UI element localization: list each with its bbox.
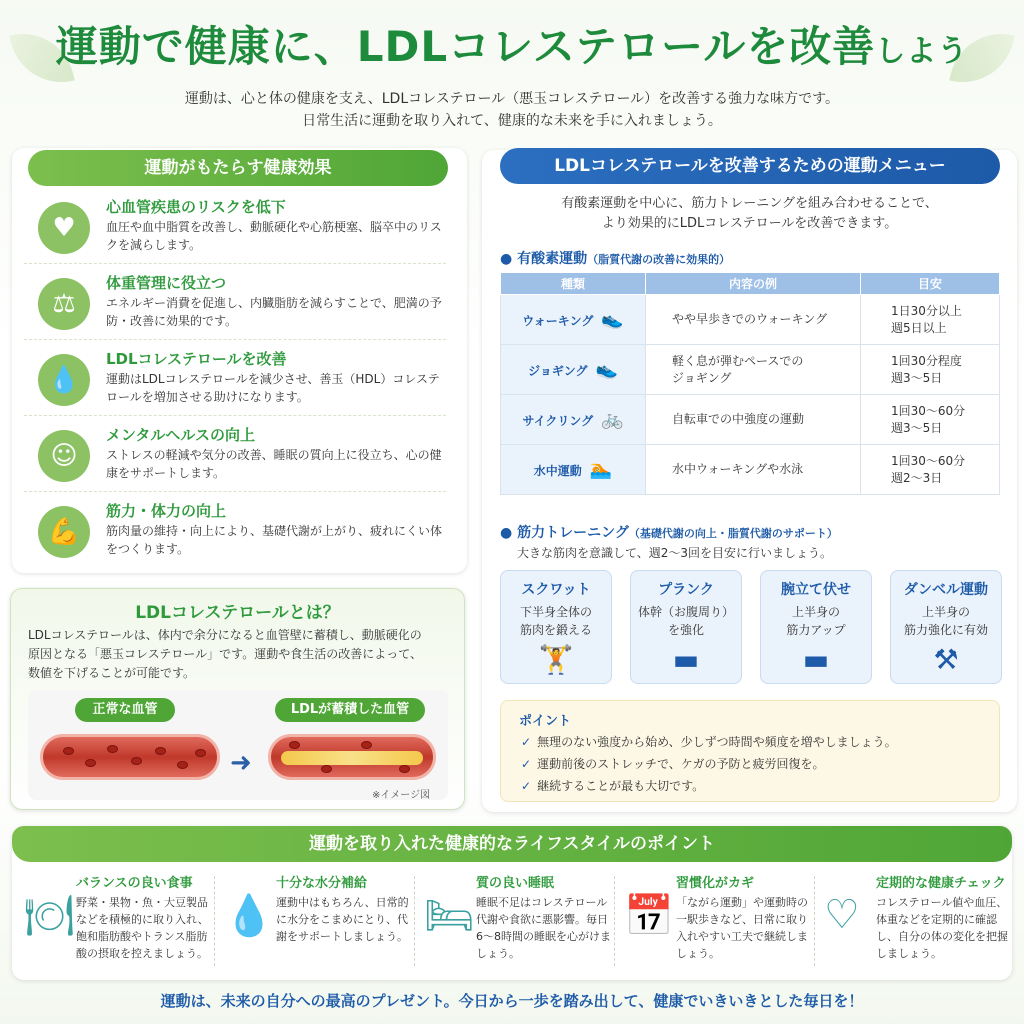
water-drop-icon: 💧 — [224, 893, 274, 939]
bicycle-icon: 🚲 — [601, 409, 624, 430]
strength-item-desc — [891, 603, 1001, 639]
heart-icon: ♥ — [38, 202, 90, 254]
menu-intro-1: 有酸素運動を中心に、筋力トレーニングを組み合わせることで、 — [561, 196, 938, 211]
desc-line: 上半身の — [791, 605, 840, 619]
ldl-desc-1: LDLコレステロールは、体内で余分になると血管壁に蓄積し、動脈硬化の — [28, 628, 422, 642]
ldl-desc-2: 原因となる「悪玉コレステロール」です。運動や食生活の改善によって、 — [28, 647, 422, 661]
exercise-type-label: ウォーキング — [522, 314, 594, 328]
divider — [214, 876, 215, 966]
strength-item — [890, 570, 1002, 684]
footer-message: 運動は、未来の自分への最高のプレゼント。今日から一歩を踏み出して、健康でいきいきとした毎日を！ — [160, 992, 864, 1010]
heart-outline-icon: ♡ — [824, 892, 860, 938]
desc-line: 筋力強化に有効 — [903, 623, 988, 637]
check-icon: ✓ — [521, 779, 532, 793]
strength-item-title: 腕立て伏せ — [781, 582, 851, 598]
exercise-type — [501, 445, 646, 495]
muscle-icon: 💪 — [38, 506, 90, 558]
exercise-type — [501, 345, 646, 395]
benefit-desc: ストレスの軽減や気分の改善、睡眠の質向上に役立ち、心の健康をサポートします。 — [106, 448, 442, 480]
benefit-desc: 運動はLDLコレステロールを減少させ、善玉（HDL）コレステロールを増加させる助けになります。 — [106, 372, 440, 404]
squat-icon: 🏋 — [538, 643, 574, 676]
title-suffix: しよう — [875, 34, 969, 69]
calendar-icon: 📅 — [624, 893, 674, 939]
plate-icon: 🍽 — [24, 893, 75, 939]
lifestyle-item — [18, 870, 214, 970]
walking-shoe-icon: 👟 — [601, 309, 624, 330]
benefit-item — [24, 342, 446, 416]
table-row — [501, 395, 1000, 445]
subtitle-line-1: 運動は、心と体の健康を支え、LDLコレステロール（悪玉コレステロール）を改善する強力な味方です。 — [184, 91, 840, 107]
check-icon: ✓ — [521, 757, 532, 771]
droplet-icon: 💧 — [38, 354, 90, 406]
benefit-title: 心血管疾患のリスクを低下 — [106, 198, 286, 216]
bullet-dot-icon: ● — [500, 251, 518, 267]
target-line: 週2〜3日 — [891, 470, 943, 485]
desc-line: 筋肉を鍛える — [519, 623, 592, 637]
benefit-item — [24, 266, 446, 340]
strength-item — [630, 570, 742, 684]
target-line: 1回30〜60分 — [891, 403, 966, 418]
exercise-type — [501, 295, 646, 345]
exercise-type — [501, 395, 646, 445]
strength-item-title: スクワット — [521, 582, 591, 598]
lifestyle-item — [818, 870, 1014, 970]
strength-item-title: ダンベル運動 — [903, 582, 989, 598]
target-line: 1回30〜60分 — [891, 453, 966, 468]
benefit-title: 体重管理に役立つ — [106, 274, 227, 292]
lifestyle-item — [418, 870, 614, 970]
benefit-item — [24, 418, 446, 492]
normal-vessel-label: 正常な血管 — [75, 698, 175, 722]
lifestyle-item-title: 定期的な健康チェック — [876, 876, 1006, 891]
ldl-desc-3: 数値を下げることが可能です。 — [28, 666, 196, 680]
table-row — [501, 295, 1000, 345]
target-line: 週5日以上 — [891, 320, 947, 335]
title-main: 運動で健康に、LDLコレステロールを改善 — [55, 22, 876, 71]
pushup-icon: ▬ — [802, 643, 830, 676]
divider — [614, 876, 615, 966]
example-line: やや早歩きでのウォーキング — [672, 312, 828, 326]
strength-item-title: プランク — [658, 582, 714, 598]
strength-item-desc — [761, 603, 871, 639]
aerobic-table — [500, 272, 1000, 495]
desc-line: 下半身全体の — [519, 605, 592, 619]
exercise-example — [646, 295, 861, 345]
desc-line: を強化 — [667, 623, 704, 637]
point-item — [521, 777, 704, 794]
plaque-deposit — [281, 751, 423, 765]
point-text: 運動前後のストレッチで、ケガの予防と疲労回復を。 — [537, 757, 825, 771]
strength-item-desc — [501, 603, 611, 639]
benefit-title: メンタルヘルスの向上 — [106, 426, 255, 444]
example-line: ジョギング — [672, 370, 732, 385]
exercise-target — [861, 295, 1000, 345]
subtitle-line-2: 日常生活に運動を取り入れて、健康的な未来を手に入れましょう。 — [302, 113, 722, 129]
aerobic-title: 有酸素運動 — [517, 251, 588, 267]
plaque-vessel — [268, 734, 436, 780]
strength-title: 筋力トレーニング — [517, 525, 629, 541]
strength-item — [500, 570, 612, 684]
benefit-item — [24, 494, 446, 568]
exercise-type-label: ジョギング — [528, 364, 588, 378]
strength-item — [760, 570, 872, 684]
lifestyle-heading: 運動を取り入れた健康的なライフスタイルのポイント — [12, 826, 1012, 862]
exercise-type-label: サイクリング — [522, 414, 594, 428]
aerobic-subtitle: （脂質代謝の改善に効果的） — [587, 253, 731, 266]
benefit-desc: エネルギー消費を促進し、内臓脂肪を減らすことで、肥満の予防・改善に効果的です。 — [106, 296, 442, 328]
col-type: 種類 — [501, 273, 646, 295]
image-note: ※イメージ図 — [372, 790, 431, 801]
benefit-desc: 筋肉量の維持・向上により、基礎代謝が上がり、疲れにくい体をつくります。 — [106, 524, 443, 556]
desc-line: 体幹（お腹周り） — [637, 605, 734, 619]
benefit-desc: 血圧や血中脂質を改善し、動脈硬化や心筋梗塞、脳卒中のリスクを減らします。 — [106, 220, 442, 252]
menu-heading: LDLコレステロールを改善するための運動メニュー — [500, 148, 1000, 184]
divider — [814, 876, 815, 966]
lifestyle-item-title: 習慣化がカギ — [676, 876, 755, 891]
desc-line: 上半身の — [921, 605, 970, 619]
bullet-dot-icon: ● — [500, 525, 518, 541]
table-row — [501, 445, 1000, 495]
benefit-item — [24, 190, 446, 264]
point-text: 無理のない強度から始め、少しずつ時間や頻度を増やしましょう。 — [537, 735, 897, 749]
col-target: 目安 — [861, 273, 1000, 295]
scale-icon: ⚖ — [38, 278, 90, 330]
lifestyle-item-title: バランスの良い食事 — [76, 876, 193, 891]
table-row — [501, 345, 1000, 395]
divider — [414, 876, 415, 966]
point-item — [521, 755, 824, 772]
check-icon: ✓ — [521, 735, 532, 749]
lifestyle-item-title: 質の良い睡眠 — [476, 876, 555, 891]
point-item — [521, 733, 897, 750]
ldl-title: LDLコレステロールとは？ — [135, 603, 340, 623]
exercise-target — [861, 345, 1000, 395]
strength-desc: 大きな筋肉を意識して、週2〜3回を目安に行いましょう。 — [517, 546, 833, 560]
plaque-vessel-label: LDLが蓄積した血管 — [275, 698, 425, 722]
exercise-example — [646, 395, 861, 445]
menu-intro-2: より効果的にLDLコレステロールを改善できます。 — [601, 216, 898, 231]
benefit-title: 筋力・体力の向上 — [106, 502, 227, 520]
exercise-example — [646, 345, 861, 395]
strength-heading — [500, 522, 838, 542]
point-text: 継続することが最も大切です。 — [537, 779, 705, 793]
page-title — [0, 14, 1024, 74]
target-line: 週3〜5日 — [891, 370, 943, 385]
example-line: 軽く息が弾むペースでの — [672, 353, 804, 368]
benefit-title: LDLコレステロールを改善 — [106, 350, 287, 368]
target-line: 週3〜5日 — [891, 420, 943, 435]
point-box — [500, 700, 1000, 802]
lifestyle-item-desc: コレステロール値や血圧、体重などを定期的に確認し、自分の体の変化を把握しましょう。 — [876, 896, 1008, 960]
plank-icon: ▬ — [672, 643, 700, 676]
lifestyle-item-desc: 野菜・果物・魚・大豆製品などを積極的に取り入れ、飽和脂肪酸やトランス脂肪酸の摂取を控えましょう。 — [76, 896, 209, 960]
exercise-type-label: 水中運動 — [533, 464, 582, 478]
lifestyle-item-desc: 「ながら運動」や運動時の一駅歩きなど、日常に取り入れやすい工夫で継続しましょう。 — [676, 896, 808, 960]
target-line: 1回30分程度 — [891, 353, 962, 368]
smile-icon: ☺ — [38, 430, 90, 482]
desc-line: 筋力アップ — [786, 623, 846, 637]
benefits-heading: 運動がもたらす健康効果 — [28, 150, 448, 186]
lifestyle-item-desc: 睡眠不足はコレステロール代謝や食欲に悪影響。毎日6〜8時間の睡眠を心がけましょう。 — [476, 896, 611, 960]
lifestyle-item-title: 十分な水分補給 — [276, 876, 368, 891]
normal-vessel — [40, 734, 220, 780]
point-title: ポイント — [519, 714, 572, 729]
running-shoe-icon: 👟 — [595, 359, 618, 380]
swimming-icon: 🏊 — [589, 459, 613, 480]
example-line: 水中ウォーキングや水泳 — [672, 462, 804, 476]
col-example: 内容の例 — [646, 273, 861, 295]
strength-subtitle: （基礎代謝の向上・脂質代謝のサポート） — [628, 527, 838, 540]
strength-item-desc — [631, 603, 741, 639]
example-line: 自転車での中強度の運動 — [672, 412, 805, 426]
exercise-target — [861, 395, 1000, 445]
target-line: 1日30分以上 — [891, 303, 962, 318]
lifestyle-item — [618, 870, 814, 970]
arrow-right-icon: ➜ — [230, 748, 252, 778]
lifestyle-item — [218, 870, 414, 970]
bed-icon: 🛏 — [424, 893, 475, 939]
exercise-example — [646, 445, 861, 495]
aerobic-heading — [500, 248, 730, 268]
exercise-target — [861, 445, 1000, 495]
dumbbell-icon: ⚒ — [933, 643, 959, 676]
lifestyle-item-desc: 運動中はもちろん、日常的に水分をこまめにとり、代謝をサポートしましょう。 — [276, 896, 409, 943]
